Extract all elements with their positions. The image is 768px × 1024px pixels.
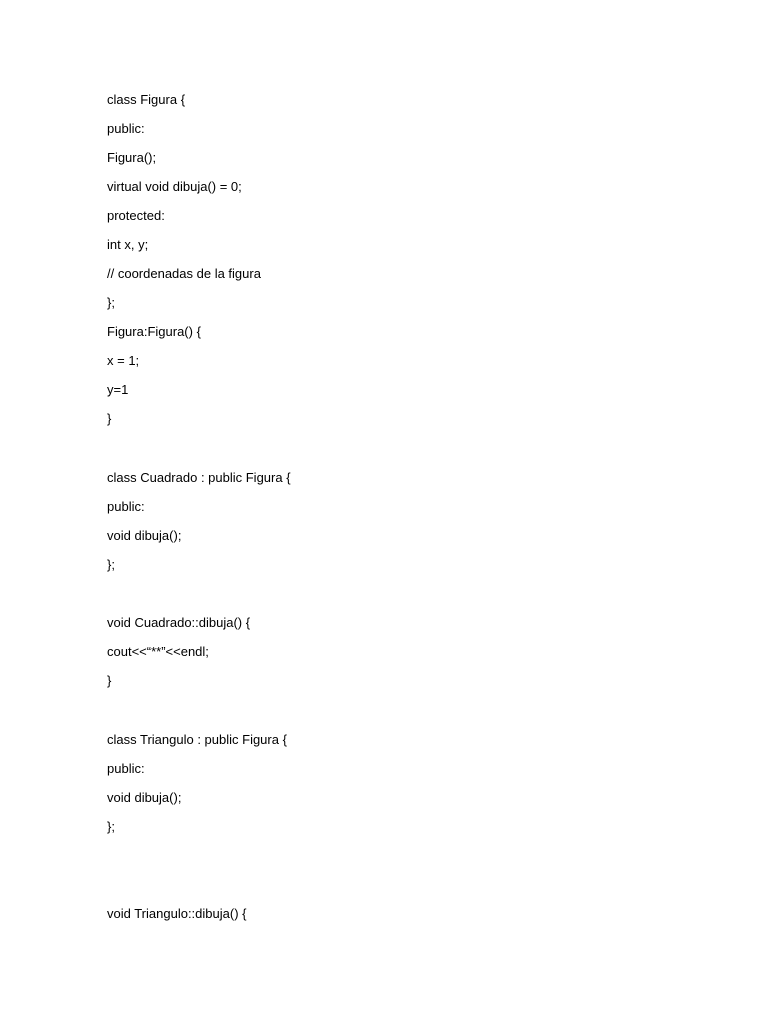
code-line: }; — [107, 557, 115, 572]
code-line: void dibuja(); — [107, 528, 182, 543]
code-line: int x, y; — [107, 237, 149, 252]
code-line: public: — [107, 761, 145, 776]
code-comment: // coordenadas de la figura — [107, 266, 261, 281]
code-line: class Cuadrado : public Figura { — [107, 470, 291, 485]
code-line: }; — [107, 295, 115, 310]
code-line: void Cuadrado::dibuja() { — [107, 615, 251, 630]
code-line: public: — [107, 121, 145, 136]
code-line: x = 1; — [107, 353, 140, 368]
code-line: virtual void dibuja() = 0; — [107, 179, 242, 194]
code-line: public: — [107, 499, 145, 514]
code-line: cout<<“**”<<endl; — [107, 644, 209, 659]
code-line: } — [107, 411, 112, 426]
code-line: }; — [107, 819, 115, 834]
code-line: protected: — [107, 208, 165, 223]
code-line: void Triangulo::dibuja() { — [107, 906, 247, 921]
code-line: class Triangulo : public Figura { — [107, 732, 287, 747]
code-line: Figura(); — [107, 150, 157, 165]
code-line: void dibuja(); — [107, 790, 182, 805]
code-line: y=1 — [107, 382, 129, 397]
code-line: class Figura { — [107, 92, 186, 107]
code-line: Figura:Figura() { — [107, 324, 201, 339]
code-line: } — [107, 673, 112, 688]
